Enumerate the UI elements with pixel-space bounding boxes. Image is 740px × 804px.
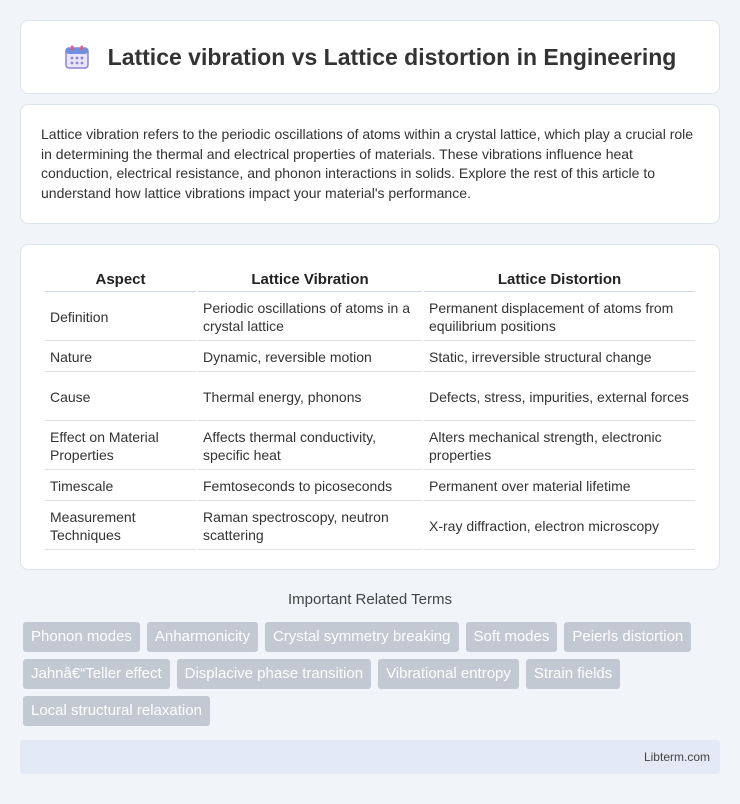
related-term-tag[interactable]: Soft modes bbox=[466, 622, 558, 652]
header-aspect: Aspect bbox=[45, 267, 196, 292]
related-term-tag[interactable]: Vibrational entropy bbox=[378, 659, 519, 689]
cell-distortion: Alters mechanical strength, electronic properties bbox=[424, 423, 695, 470]
page-title: Lattice vibration vs Lattice distortion in Engineering bbox=[107, 43, 677, 70]
table-header-row bbox=[45, 267, 695, 292]
related-term-tag[interactable]: Crystal symmetry breaking bbox=[265, 622, 459, 652]
calendar-icon bbox=[64, 44, 90, 70]
related-term-tag[interactable]: Anharmonicity bbox=[147, 622, 258, 652]
table-row bbox=[45, 294, 695, 341]
intro-text: Lattice vibration refers to the periodic oscillations of atoms within a crystal lattice, which play a crucial role in determining the thermal and electrical properties of materials. These vibrations influence heat conduction, electrical resistance, and phonon interactions in solids. Explore the rest of this article to understand how lattice vibrations impact your material's performance. bbox=[41, 126, 694, 201]
related-term-tag[interactable]: Displacive phase transition bbox=[177, 659, 371, 689]
related-term-tag[interactable]: Phonon modes bbox=[23, 622, 140, 652]
table-row bbox=[45, 343, 695, 372]
cell-distortion: X-ray diffraction, electron microscopy bbox=[424, 503, 695, 550]
cell-distortion: Permanent over material lifetime bbox=[424, 472, 695, 501]
cell-vibration: Affects thermal conductivity, specific heat bbox=[198, 423, 422, 470]
footer-site-link[interactable]: Libterm.com bbox=[643, 750, 710, 764]
cell-distortion: Static, irreversible structural change bbox=[424, 343, 695, 372]
cell-vibration: Dynamic, reversible motion bbox=[198, 343, 422, 372]
cell-distortion: Defects, stress, impurities, external forces bbox=[424, 374, 695, 421]
cell-vibration: Raman spectroscopy, neutron scattering bbox=[198, 503, 422, 550]
cell-vibration: Thermal energy, phonons bbox=[198, 374, 422, 421]
cell-vibration: Periodic oscillations of atoms in a crystal lattice bbox=[198, 294, 422, 341]
header-card bbox=[20, 20, 720, 94]
cell-aspect: Definition bbox=[45, 294, 196, 341]
footer bbox=[20, 740, 720, 774]
cell-aspect: Effect on Material Properties bbox=[45, 423, 196, 470]
related-term-tag[interactable]: Local structural relaxation bbox=[23, 696, 210, 726]
related-terms-list bbox=[23, 622, 723, 726]
cell-distortion: Permanent displacement of atoms from equilibrium positions bbox=[424, 294, 695, 341]
related-term-tag[interactable]: Strain fields bbox=[526, 659, 620, 689]
related-term-tag[interactable]: Peierls distortion bbox=[564, 622, 691, 652]
cell-aspect: Cause bbox=[45, 374, 196, 421]
cell-aspect: Timescale bbox=[45, 472, 196, 501]
table-row bbox=[45, 423, 695, 470]
table-row bbox=[45, 503, 695, 550]
intro-card bbox=[20, 104, 720, 224]
cell-vibration: Femtoseconds to picoseconds bbox=[198, 472, 422, 501]
cell-aspect: Nature bbox=[45, 343, 196, 372]
cell-aspect: Measurement Techniques bbox=[45, 503, 196, 550]
related-terms-title: Important Related Terms bbox=[288, 591, 452, 608]
header-lattice-vibration: Lattice Vibration bbox=[198, 267, 422, 292]
comparison-card bbox=[20, 244, 720, 570]
table-row bbox=[45, 374, 695, 421]
header-lattice-distortion: Lattice Distortion bbox=[424, 267, 695, 292]
comparison-table bbox=[43, 265, 697, 552]
related-term-tag[interactable]: Jahnâ€“Teller effect bbox=[23, 659, 170, 689]
table-row bbox=[45, 472, 695, 501]
